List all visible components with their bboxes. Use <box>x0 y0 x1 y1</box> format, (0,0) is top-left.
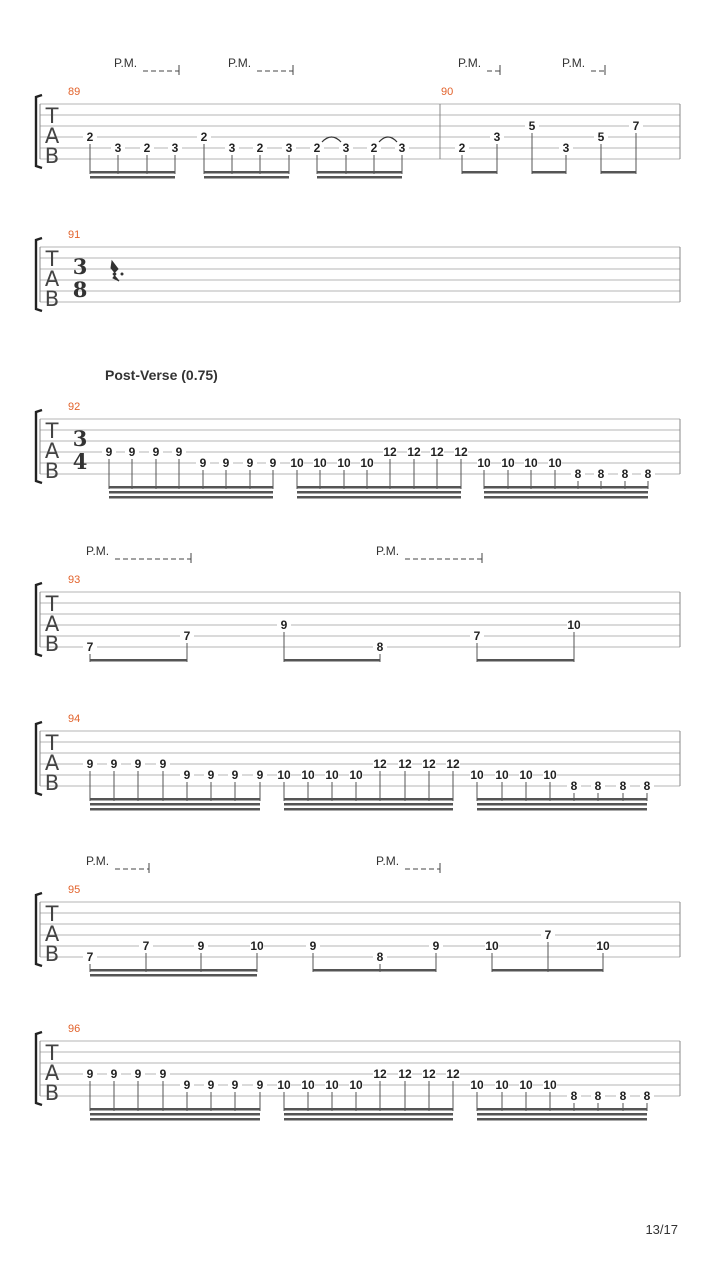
fret-number: 10 <box>349 1078 363 1092</box>
measure-93 <box>40 574 680 662</box>
measure-number: 95 <box>68 884 81 896</box>
beam <box>297 496 461 499</box>
beam <box>484 486 648 489</box>
fret-number: 9 <box>309 939 317 953</box>
tab-letter-b: B <box>44 144 60 168</box>
system-bracket <box>36 95 42 168</box>
palm-mute-label: P.M. <box>376 854 400 868</box>
beam <box>477 808 647 811</box>
tab-letter-a: A <box>44 751 60 775</box>
fret-number: 2 <box>370 141 378 155</box>
fret-number: 8 <box>570 779 578 793</box>
rest-dot <box>121 273 124 276</box>
fret-number: 5 <box>597 130 605 144</box>
beam <box>284 1108 453 1111</box>
tab-letter-a: A <box>44 439 60 463</box>
beam <box>284 808 453 811</box>
fret-number: 10 <box>501 456 515 470</box>
tab-system-5 <box>36 713 680 811</box>
beam-group <box>290 445 468 499</box>
fret-number: 3 <box>228 141 236 155</box>
fret-number: 3 <box>171 141 179 155</box>
beam <box>204 171 289 174</box>
beam-group <box>102 445 280 499</box>
tab-system-4 <box>36 544 680 662</box>
tie-arc <box>322 137 341 142</box>
fret-number: 8 <box>376 950 384 964</box>
tab-letter-b: B <box>44 771 60 795</box>
fret-number: 10 <box>543 768 557 782</box>
fret-number: 9 <box>246 456 254 470</box>
beam <box>492 969 603 972</box>
fret-number: 9 <box>222 456 230 470</box>
fret-number: 9 <box>280 618 288 632</box>
fret-number: 9 <box>134 757 142 771</box>
measure-number: 92 <box>68 401 81 413</box>
time-signature-bottom: 8 <box>72 277 88 302</box>
fret-number: 9 <box>256 768 264 782</box>
fret-number: 9 <box>183 1078 191 1092</box>
fret-number: 9 <box>86 1067 94 1081</box>
fret-number: 9 <box>152 445 160 459</box>
system-bracket <box>36 1032 42 1105</box>
tab-letter-b: B <box>44 1081 60 1105</box>
measure-number: 93 <box>68 574 81 586</box>
fret-number: 10 <box>290 456 304 470</box>
fret-number: 8 <box>643 779 651 793</box>
fret-number: 10 <box>277 1078 291 1092</box>
fret-number: 12 <box>373 757 387 771</box>
beam <box>90 969 257 972</box>
fret-number: 9 <box>269 456 277 470</box>
beam-group <box>470 768 654 811</box>
system-bracket <box>36 722 42 795</box>
fret-number: 7 <box>473 629 481 643</box>
beam <box>477 798 647 801</box>
fret-number: 3 <box>562 141 570 155</box>
tab-letter-b: B <box>44 287 60 311</box>
system-bracket <box>36 583 42 656</box>
beam <box>601 171 636 174</box>
beam <box>90 171 175 174</box>
fret-number: 12 <box>446 757 460 771</box>
measure-number: 96 <box>68 1023 81 1035</box>
fret-number: 8 <box>621 467 629 481</box>
fret-number: 10 <box>250 939 264 953</box>
dotted-quarter-rest <box>111 261 119 281</box>
measure-number: 91 <box>68 229 81 241</box>
tab-system-7 <box>36 1023 680 1121</box>
beam <box>284 798 453 801</box>
beam <box>284 803 453 806</box>
measure-92 <box>40 401 680 499</box>
fret-number: 10 <box>313 456 327 470</box>
fret-number: 9 <box>207 1078 215 1092</box>
measure-89 <box>40 86 440 179</box>
fret-number: 10 <box>495 1078 509 1092</box>
beam <box>297 491 461 494</box>
measure-number: 94 <box>68 713 81 725</box>
fret-number: 9 <box>432 939 440 953</box>
system-bracket <box>36 410 42 483</box>
fret-number: 12 <box>373 1067 387 1081</box>
fret-number: 7 <box>544 928 552 942</box>
fret-number: 2 <box>256 141 264 155</box>
fret-number: 12 <box>430 445 444 459</box>
beam <box>109 486 273 489</box>
palm-mute-label: P.M. <box>86 544 110 558</box>
tab-letter-a: A <box>44 267 60 291</box>
fret-number: 9 <box>197 939 205 953</box>
beam <box>484 496 648 499</box>
system-bracket <box>36 893 42 966</box>
beam <box>313 969 436 972</box>
fret-number: 9 <box>159 757 167 771</box>
fret-number: 10 <box>470 768 484 782</box>
tab-letter-t: T <box>45 247 59 271</box>
fret-number: 8 <box>597 467 605 481</box>
fret-number: 12 <box>454 445 468 459</box>
measure-94 <box>40 713 680 811</box>
time-signature-bottom: 4 <box>72 449 88 474</box>
fret-number: 8 <box>619 1089 627 1103</box>
fret-number: 8 <box>619 779 627 793</box>
fret-number: 10 <box>495 768 509 782</box>
beam <box>477 659 574 662</box>
palm-mute-label: P.M. <box>86 854 110 868</box>
measure-95 <box>40 884 680 977</box>
fret-number: 7 <box>86 640 94 654</box>
beam <box>462 171 497 174</box>
fret-number: 7 <box>142 939 150 953</box>
palm-mute-label: P.M. <box>458 56 482 70</box>
fret-number: 10 <box>337 456 351 470</box>
beam <box>90 808 260 811</box>
fret-number: 12 <box>383 445 397 459</box>
fret-number: 8 <box>570 1089 578 1103</box>
fret-number: 9 <box>231 768 239 782</box>
beam <box>90 798 260 801</box>
beam <box>90 1108 260 1111</box>
beam <box>284 1113 453 1116</box>
fret-number: 10 <box>485 939 499 953</box>
beam <box>90 659 187 662</box>
fret-number: 3 <box>342 141 350 155</box>
beam <box>317 176 402 179</box>
fret-number: 10 <box>470 1078 484 1092</box>
fret-number: 8 <box>643 1089 651 1103</box>
beam <box>484 491 648 494</box>
fret-number: 8 <box>644 467 652 481</box>
tab-system-2 <box>36 229 680 311</box>
beam <box>109 496 273 499</box>
fret-number: 9 <box>207 768 215 782</box>
fret-number: 9 <box>110 757 118 771</box>
fret-number: 2 <box>313 141 321 155</box>
beam <box>477 1113 647 1116</box>
fret-number: 9 <box>231 1078 239 1092</box>
tab-letter-t: T <box>45 1041 59 1065</box>
beam-group <box>477 456 655 499</box>
beam <box>477 1118 647 1121</box>
tab-letter-b: B <box>44 632 60 656</box>
beam <box>297 486 461 489</box>
fret-number: 9 <box>110 1067 118 1081</box>
fret-number: 12 <box>398 1067 412 1081</box>
fret-number: 7 <box>183 629 191 643</box>
fret-number: 5 <box>528 119 536 133</box>
fret-number: 10 <box>301 768 315 782</box>
beam <box>90 1118 260 1121</box>
beam <box>90 974 257 977</box>
tab-letter-t: T <box>45 592 59 616</box>
fret-number: 12 <box>422 757 436 771</box>
measure-number: 90 <box>441 86 454 98</box>
fret-number: 10 <box>596 939 610 953</box>
fret-number: 8 <box>574 467 582 481</box>
beam <box>317 171 402 174</box>
fret-number: 7 <box>86 950 94 964</box>
fret-number: 3 <box>114 141 122 155</box>
section-title: Post-Verse (0.75) <box>105 367 218 383</box>
beam-group <box>83 1067 267 1121</box>
fret-number: 10 <box>524 456 538 470</box>
tab-letter-a: A <box>44 612 60 636</box>
fret-number: 9 <box>256 1078 264 1092</box>
tab-letter-t: T <box>45 104 59 128</box>
fret-number: 2 <box>143 141 151 155</box>
fret-number: 9 <box>134 1067 142 1081</box>
beam <box>477 803 647 806</box>
beam <box>532 171 566 174</box>
fret-number: 10 <box>325 768 339 782</box>
fret-number: 8 <box>594 1089 602 1103</box>
fret-number: 9 <box>159 1067 167 1081</box>
tab-letter-a: A <box>44 124 60 148</box>
beam <box>284 1118 453 1121</box>
beam <box>90 1113 260 1116</box>
fret-number: 12 <box>422 1067 436 1081</box>
page-number: 13/17 <box>645 1222 678 1237</box>
fret-number: 9 <box>105 445 113 459</box>
beam <box>284 659 380 662</box>
fret-number: 12 <box>398 757 412 771</box>
tab-letter-a: A <box>44 1061 60 1085</box>
fret-number: 8 <box>594 779 602 793</box>
beam <box>477 1108 647 1111</box>
measure-number: 89 <box>68 86 81 98</box>
fret-number: 9 <box>199 456 207 470</box>
fret-number: 10 <box>519 768 533 782</box>
tab-letter-a: A <box>44 922 60 946</box>
beam-group <box>310 137 409 179</box>
measure-96 <box>40 1023 680 1121</box>
fret-number: 10 <box>543 1078 557 1092</box>
tab-letter-t: T <box>45 731 59 755</box>
beam-group <box>277 1067 460 1121</box>
palm-mute-label: P.M. <box>228 56 252 70</box>
tie-arc <box>379 137 397 142</box>
beam-group <box>83 629 194 662</box>
palm-mute-label: P.M. <box>114 56 138 70</box>
beam-group <box>277 757 460 811</box>
fret-number: 12 <box>446 1067 460 1081</box>
fret-number: 3 <box>285 141 293 155</box>
fret-number: 2 <box>200 130 208 144</box>
beam-group <box>83 757 267 811</box>
fret-number: 10 <box>301 1078 315 1092</box>
system-bracket <box>36 238 42 311</box>
fret-number: 2 <box>86 130 94 144</box>
beam <box>204 176 289 179</box>
fret-number: 10 <box>548 456 562 470</box>
tab-system-6 <box>36 854 680 977</box>
tab-letter-t: T <box>45 419 59 443</box>
fret-number: 9 <box>86 757 94 771</box>
beam-group <box>306 939 443 972</box>
palm-mute-label: P.M. <box>376 544 400 558</box>
time-signature-top: 3 <box>72 426 88 451</box>
beam-group <box>594 119 643 174</box>
fret-number: 2 <box>458 141 466 155</box>
fret-number: 10 <box>349 768 363 782</box>
time-signature-top: 3 <box>72 254 88 279</box>
fret-number: 9 <box>128 445 136 459</box>
fret-number: 9 <box>183 768 191 782</box>
fret-number: 9 <box>175 445 183 459</box>
beam <box>90 803 260 806</box>
beam <box>109 491 273 494</box>
fret-number: 10 <box>277 768 291 782</box>
tab-letter-b: B <box>44 459 60 483</box>
fret-number: 10 <box>519 1078 533 1092</box>
beam-group <box>470 1078 654 1121</box>
fret-number: 10 <box>567 618 581 632</box>
beam-group <box>83 939 264 977</box>
fret-number: 12 <box>407 445 421 459</box>
fret-number: 3 <box>493 130 501 144</box>
fret-number: 10 <box>360 456 374 470</box>
fret-number: 10 <box>477 456 491 470</box>
tab-system-3 <box>36 367 680 499</box>
tab-letter-b: B <box>44 942 60 966</box>
beam-group <box>525 119 573 174</box>
tab-system-1 <box>36 56 680 179</box>
beam <box>90 176 175 179</box>
tab-letter-t: T <box>45 902 59 926</box>
palm-mute-label: P.M. <box>562 56 586 70</box>
fret-number: 7 <box>632 119 640 133</box>
fret-number: 8 <box>376 640 384 654</box>
fret-number: 3 <box>398 141 406 155</box>
measure-90 <box>441 86 680 174</box>
fret-number: 10 <box>325 1078 339 1092</box>
